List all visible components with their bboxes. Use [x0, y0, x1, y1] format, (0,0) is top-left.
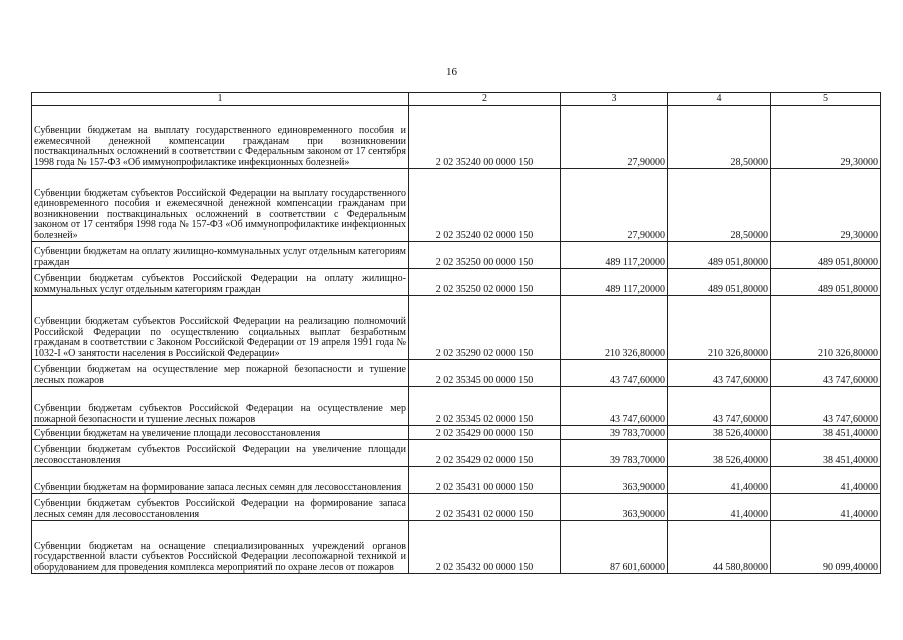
- row-value-2: 43 747,60000: [668, 360, 771, 387]
- row-value-2: 38 526,40000: [668, 426, 771, 440]
- row-value-2: 43 747,60000: [668, 387, 771, 426]
- header-col-4: 4: [668, 93, 771, 106]
- header-col-1: 1: [32, 93, 409, 106]
- row-value-1: 27,90000: [561, 106, 668, 169]
- row-code: 2 02 35432 00 0000 150: [409, 521, 561, 574]
- row-value-1: 489 117,20000: [561, 242, 668, 269]
- row-description: Субвенции бюджетам на увеличение площади лесовосстановления: [32, 426, 409, 440]
- row-value-1: 87 601,60000: [561, 521, 668, 574]
- row-value-3: 43 747,60000: [771, 360, 881, 387]
- row-code: 2 02 35429 00 0000 150: [409, 426, 561, 440]
- row-value-3: 210 326,80000: [771, 296, 881, 360]
- row-value-2: 28,50000: [668, 106, 771, 169]
- row-description: Субвенции бюджетам субъектов Российской Федерации на увеличение площади лесовосстановления: [32, 440, 409, 467]
- row-code: 2 02 35240 02 0000 150: [409, 169, 561, 242]
- row-value-1: 363,90000: [561, 467, 668, 494]
- row-value-1: 43 747,60000: [561, 387, 668, 426]
- row-value-3: 489 051,80000: [771, 269, 881, 296]
- page-number: 16: [446, 66, 457, 78]
- row-value-3: 90 099,40000: [771, 521, 881, 574]
- row-value-1: 210 326,80000: [561, 296, 668, 360]
- table-body: [32, 106, 881, 574]
- row-code: 2 02 35431 02 0000 150: [409, 494, 561, 521]
- table-header: [32, 93, 881, 106]
- row-code: 2 02 35345 00 0000 150: [409, 360, 561, 387]
- row-value-3: 38 451,40000: [771, 426, 881, 440]
- row-value-3: 43 747,60000: [771, 387, 881, 426]
- row-code: 2 02 35429 02 0000 150: [409, 440, 561, 467]
- row-code: 2 02 35431 00 0000 150: [409, 467, 561, 494]
- row-value-3: 489 051,80000: [771, 242, 881, 269]
- row-value-2: 489 051,80000: [668, 269, 771, 296]
- row-value-1: 363,90000: [561, 494, 668, 521]
- table-row: [32, 467, 881, 494]
- row-description: Субвенции бюджетам субъектов Российской Федерации на реализацию полномочий Российской Федерации по осуществлению социальных выплат безработным гражданам в соответствии с Законом Российской Федерации от 19 апреля 1991 года № 1032-I «О занятости населения в Российской Федерации»: [32, 296, 409, 360]
- table-row: [32, 269, 881, 296]
- row-description: Субвенции бюджетам субъектов Российской Федерации на оплату жилищно-коммунальных услуг отдельным категориям граждан: [32, 269, 409, 296]
- row-value-2: 38 526,40000: [668, 440, 771, 467]
- row-description: Субвенции бюджетам субъектов Российской Федерации на осуществление мер пожарной безопасности и тушение лесных пожаров: [32, 387, 409, 426]
- row-description: Субвенции бюджетам на оплату жилищно-коммунальных услуг отдельным категориям граждан: [32, 242, 409, 269]
- row-value-2: 44 580,80000: [668, 521, 771, 574]
- row-value-2: 489 051,80000: [668, 242, 771, 269]
- row-value-1: 27,90000: [561, 169, 668, 242]
- row-description: Субвенции бюджетам на оснащение специализированных учреждений органов государственной власти субъектов Российской Федерации лесопожарной техникой и оборудованием для проведения комплекса мероприятий по охране лесов от пожаров: [32, 521, 409, 574]
- row-value-1: 39 783,70000: [561, 426, 668, 440]
- row-code: 2 02 35290 02 0000 150: [409, 296, 561, 360]
- row-value-3: 41,40000: [771, 467, 881, 494]
- row-code: 2 02 35345 02 0000 150: [409, 387, 561, 426]
- row-value-1: 43 747,60000: [561, 360, 668, 387]
- header-col-5: 5: [771, 93, 881, 106]
- row-value-2: 28,50000: [668, 169, 771, 242]
- table-row: [32, 387, 881, 426]
- row-code: 2 02 35250 00 0000 150: [409, 242, 561, 269]
- row-description: Субвенции бюджетам на осуществление мер пожарной безопасности и тушение лесных пожаров: [32, 360, 409, 387]
- row-value-1: 489 117,20000: [561, 269, 668, 296]
- table-row: [32, 521, 881, 574]
- row-description: Субвенции бюджетам на выплату государственного единовременного пособия и ежемесячной денежной компенсации гражданам при возникновении поствакцинальных осложнений в соответствии с Федеральным законом от 17 сентября 1998 года № 157-ФЗ «Об иммунопрофилактике инфекционных болезней»: [32, 106, 409, 169]
- table-row: [32, 169, 881, 242]
- table-row: [32, 426, 881, 440]
- table-row: [32, 296, 881, 360]
- row-description: Субвенции бюджетам на формирование запаса лесных семян для лесовосстановления: [32, 467, 409, 494]
- row-value-3: 38 451,40000: [771, 440, 881, 467]
- budget-table: [31, 92, 881, 574]
- header-col-3: 3: [561, 93, 668, 106]
- row-value-2: 41,40000: [668, 467, 771, 494]
- row-value-3: 29,30000: [771, 106, 881, 169]
- row-code: 2 02 35250 02 0000 150: [409, 269, 561, 296]
- header-row: [32, 93, 881, 106]
- row-value-1: 39 783,70000: [561, 440, 668, 467]
- row-description: Субвенции бюджетам субъектов Российской Федерации на выплату государственного единовременного пособия и ежемесячной денежной компенсации гражданам при возникновении поствакцинальных осложнений в соответствии с Федеральным законом от 17 сентября 1998 года № 157-ФЗ «Об иммунопрофилактике инфекционных болезней»: [32, 169, 409, 242]
- row-value-2: 41,40000: [668, 494, 771, 521]
- table-row: [32, 242, 881, 269]
- row-value-3: 41,40000: [771, 494, 881, 521]
- table-row: [32, 494, 881, 521]
- row-code: 2 02 35240 00 0000 150: [409, 106, 561, 169]
- row-value-3: 29,30000: [771, 169, 881, 242]
- table-row: [32, 440, 881, 467]
- header-col-2: 2: [409, 93, 561, 106]
- row-description: Субвенции бюджетам субъектов Российской Федерации на формирование запаса лесных семян для лесовосстановления: [32, 494, 409, 521]
- row-value-2: 210 326,80000: [668, 296, 771, 360]
- table-row: [32, 360, 881, 387]
- table-row: [32, 106, 881, 169]
